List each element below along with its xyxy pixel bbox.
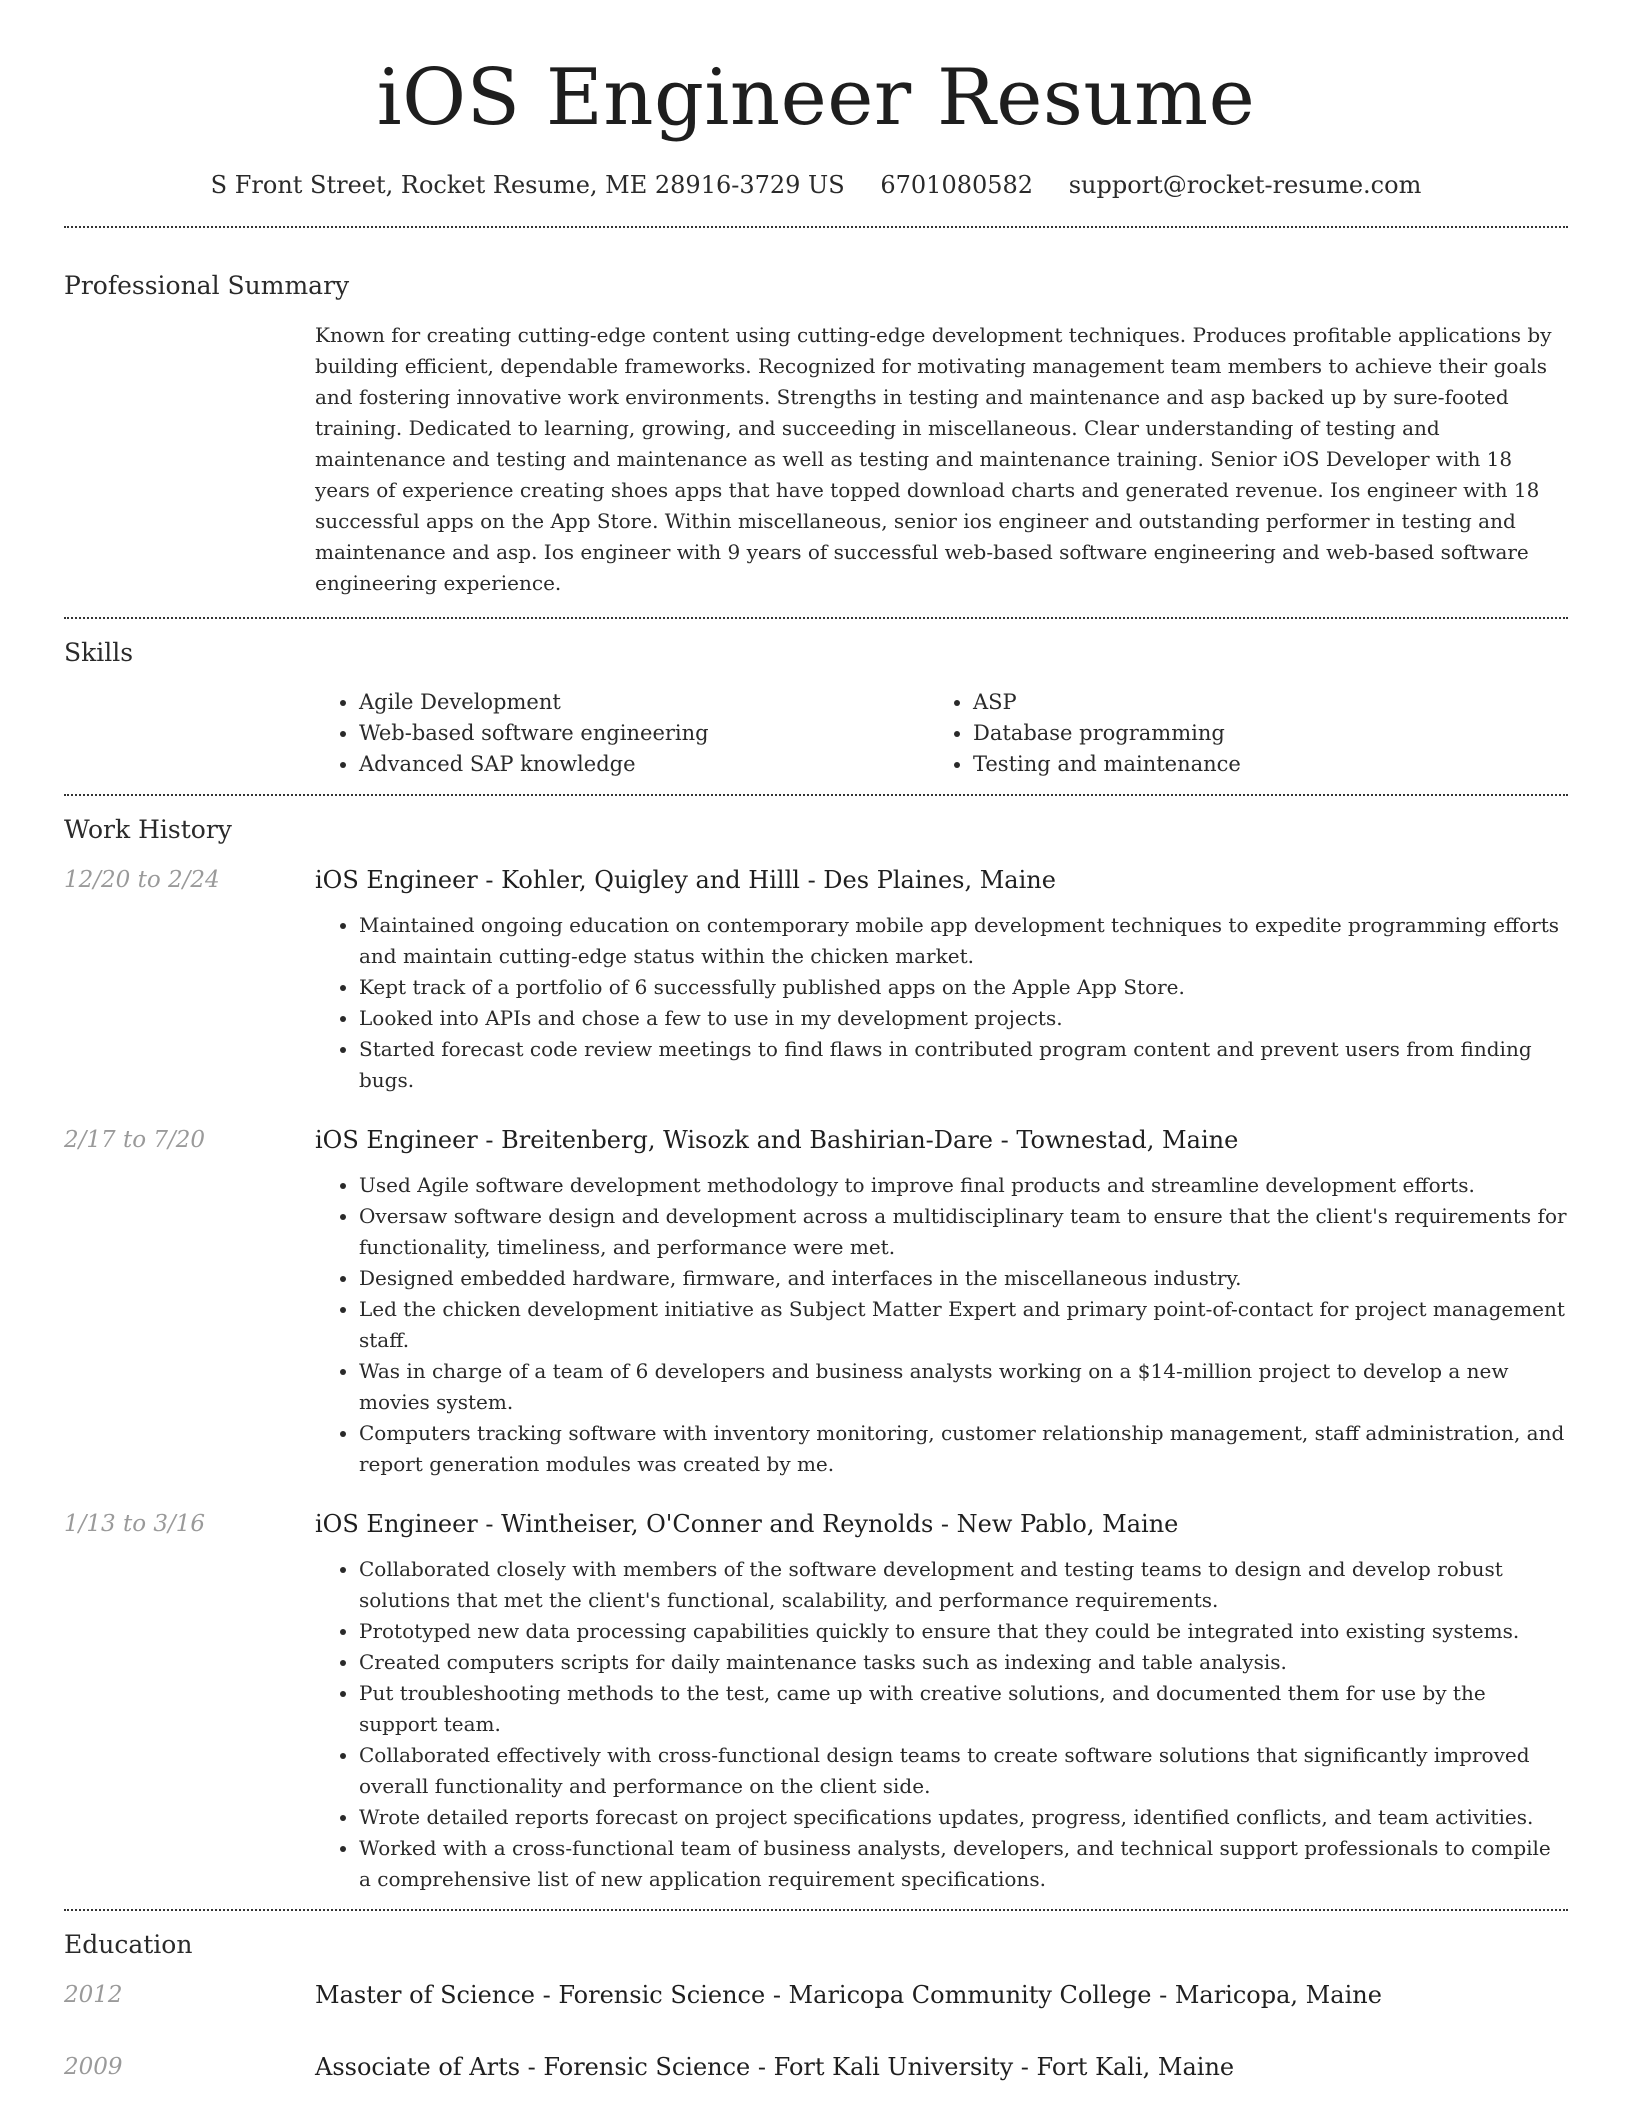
skill-item: • Web-based software engineering [359,718,929,749]
job-bullet: • Prototyped new data processing capabilities quickly to ensure that they could be integrated into existing systems. [359,1616,1568,1647]
job-bullet: • Led the chicken development initiative as Subject Matter Expert and primary point-of-contact for project management staff. [359,1294,1568,1356]
job-bullet: • Collaborated effectively with cross-functional design teams to create software solutions that significantly improved overall functionality and performance on the client side. [359,1740,1568,1802]
education-year: 2009 [64,2054,123,2080]
email: support@rocket-resume.com [1068,171,1422,199]
skill-item: • Agile Development [359,687,929,718]
job-entry [64,1124,1568,1480]
address: S Front Street, Rocket Resume, ME 28916-3729 US [210,171,845,199]
summary-heading: Professional Summary [64,271,350,300]
job-bullet: • Kept track of a portfolio of 6 successfully published apps on the Apple App Store. [359,972,1568,1003]
resume-title: iOS Engineer Resume [376,53,1256,143]
job-entry [64,1508,1568,1895]
education-year: 2012 [64,1982,123,2008]
skill-item: • Testing and maintenance [973,749,1493,780]
education-title: Associate of Arts - Forensic Science - Fort Kali University - Fort Kali, Maine [315,2053,1235,2081]
job-bullet: • Maintained ongoing education on contemporary mobile app development techniques to expedite programming efforts and maintain cutting-edge status within the chicken market. [359,910,1568,972]
education-title: Master of Science - Forensic Science - Maricopa Community College - Maricopa, Maine [315,1981,1382,2009]
summary-section [64,270,1568,617]
job-title: iOS Engineer - Breitenberg, Wisozk and Bashirian-Dare - Townestad, Maine [315,1126,1239,1154]
job-dates: 1/13 to 3/16 [64,1511,206,1537]
education-entry [64,1979,1568,2011]
job-bullet: • Designed embedded hardware, firmware, and interfaces in the miscellaneous industry. [359,1263,1568,1294]
divider [64,794,1568,796]
skill-item: • ASP [973,687,1493,718]
resume-page [64,0,1568,2123]
skill-item: • Advanced SAP knowledge [359,749,929,780]
job-dates: 2/17 to 7/20 [64,1127,206,1153]
job-entry [64,864,1568,1096]
education-section [64,1929,1568,2083]
contact-line [64,170,1568,200]
job-title: iOS Engineer - Kohler, Quigley and Hilll - Des Plaines, Maine [315,866,1056,894]
job-dates: 12/20 to 2/24 [64,867,220,893]
job-bullets [315,910,1568,1096]
divider [64,226,1568,228]
skills-column-right [929,687,1493,780]
skill-item: • Database programming [973,718,1493,749]
job-bullet: • Was in charge of a team of 6 developers and business analysts working on a $14-million project to develop a new movies system. [359,1356,1568,1418]
skills-column-left [315,687,929,780]
job-bullet: • Started forecast code review meetings to find flaws in contributed program content and prevent users from finding bugs. [359,1034,1568,1096]
summary-text: Known for creating cutting-edge content using cutting-edge development techniques. Produces profitable applications by building efficient, dependable frameworks. Recognized for motivating management team members to achieve their goals and fostering innovative work environments. Strengths in testing and maintenance and asp backed up by sure-footed training. Dedicated to learning, growing, and succeeding in miscellaneous. Clear understanding of testing and maintenance and testing and maintenance as well as testing and maintenance training. Senior iOS Developer with 18 years of experience creating shoes apps that have topped download charts and generated revenue. Ios engineer with 18 successful apps on the App Store. Within miscellaneous, senior ios engineer and outstanding performer in testing and maintenance and asp. Ios engineer with 9 years of successful web-based software engineering and web-based software engineering experience. [315,323,1552,595]
job-bullet: • Computers tracking software with inventory monitoring, customer relationship management, staff administration, and report generation modules was created by me. [359,1418,1568,1480]
job-details [315,1508,1568,1895]
divider [64,617,1568,619]
job-title: iOS Engineer - Wintheiser, O'Conner and Reynolds - New Pablo, Maine [315,1510,1179,1538]
education-entry [64,2051,1568,2083]
job-details [315,864,1568,1096]
job-bullet: • Collaborated closely with members of the software development and testing teams to design and develop robust solutions that met the client's functional, scalability, and performance requirements. [359,1554,1568,1616]
divider [64,1909,1568,1911]
skills-section [64,637,1568,794]
skills-heading: Skills [64,638,134,667]
job-details [315,1124,1568,1480]
phone: 6701080582 [880,171,1034,199]
job-bullet: • Put troubleshooting methods to the test, came up with creative solutions, and documented them for use by the support team. [359,1678,1568,1740]
education-heading: Education [64,1930,193,1959]
job-bullets [315,1170,1568,1480]
job-bullet: • Wrote detailed reports forecast on project specifications updates, progress, identified conflicts, and team activities. [359,1802,1568,1833]
work-history-section [64,814,1568,1895]
skills-list [315,687,1568,794]
job-bullet: • Oversaw software design and development across a multidisciplinary team to ensure that the client's requirements for functionality, timeliness, and performance were met. [359,1201,1568,1263]
job-bullet: • Looked into APIs and chose a few to use in my development projects. [359,1003,1568,1034]
job-bullet: • Worked with a cross-functional team of business analysts, developers, and technical support professionals to compile a comprehensive list of new application requirement specifications. [359,1833,1568,1895]
job-bullet: • Created computers scripts for daily maintenance tasks such as indexing and table analysis. [359,1647,1568,1678]
work-history-heading: Work History [64,815,232,844]
job-bullets [315,1554,1568,1895]
job-bullet: • Used Agile software development methodology to improve final products and streamline development efforts. [359,1170,1568,1201]
